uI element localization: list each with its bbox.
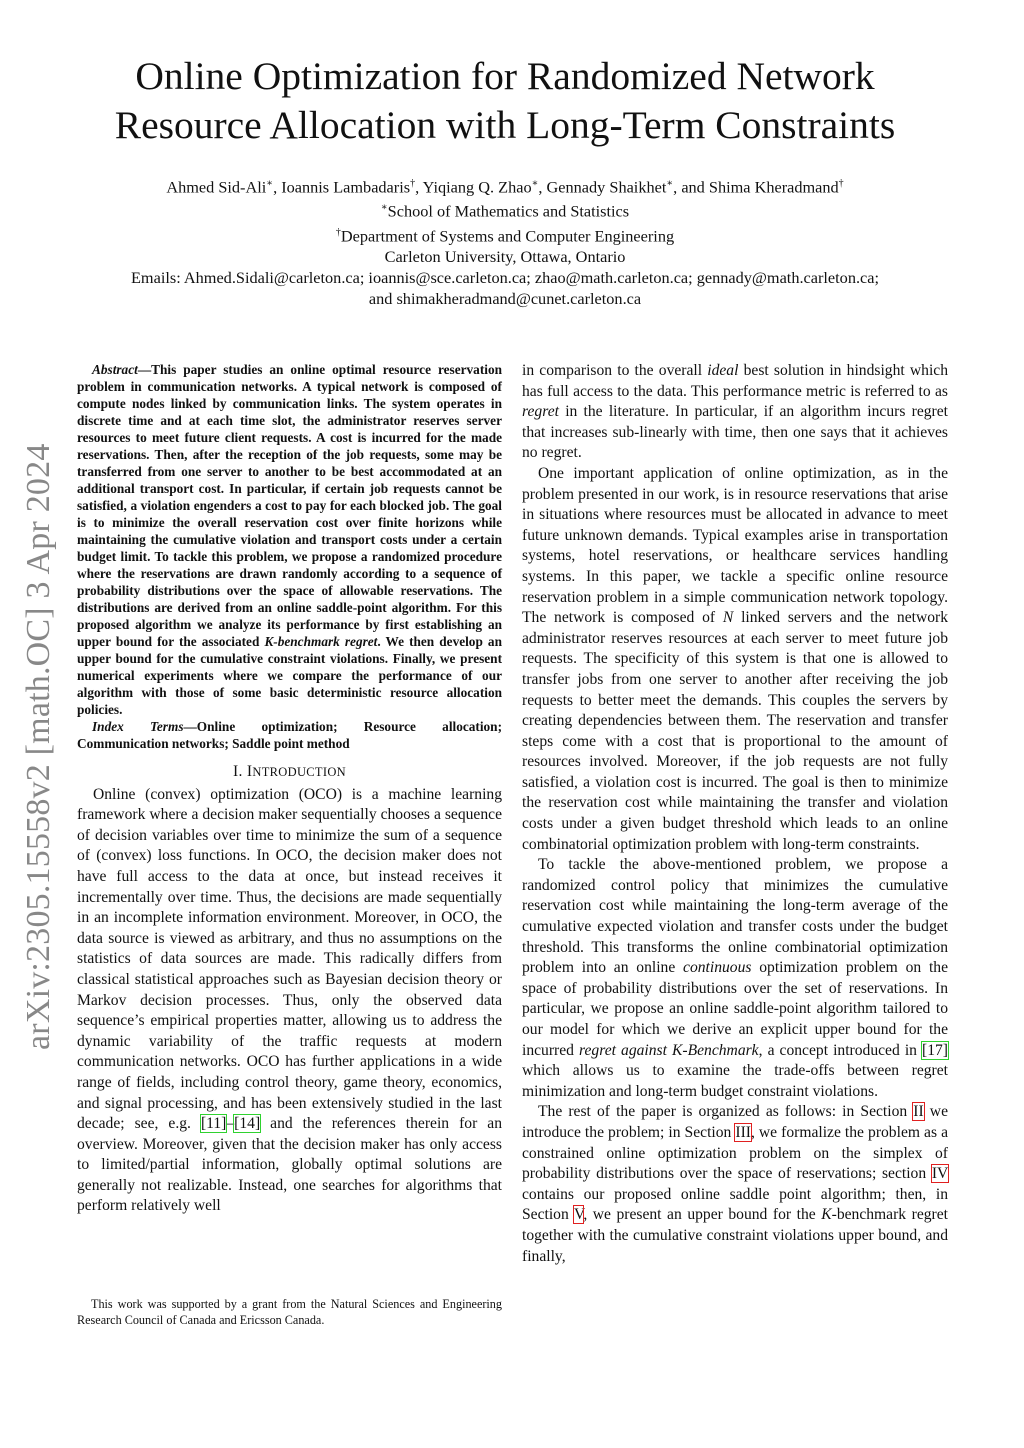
body-paragraph (522, 464, 948, 855)
text-run: continuous (683, 959, 752, 977)
text-run: regret (522, 403, 559, 421)
text-run: – (226, 1115, 235, 1133)
text-run: , we formalize the problem as a constrained online optimization problem on the simplex of probability distributions over the space of reservations; section (522, 1123, 948, 1183)
body-paragraph (522, 855, 948, 1102)
text-run: The rest of the paper is organized as follows: in Section (538, 1103, 914, 1121)
body-paragraph (522, 361, 948, 464)
left-column (77, 361, 502, 1217)
text-run: Abstract (92, 362, 138, 377)
footnote: This work was supported by a grant from the Natural Sciences and Engineering Research Council of Canada and Ericsson Canada. (77, 1297, 502, 1327)
affil-mark: † (335, 226, 341, 238)
emails-line: and shimakheradmand@cunet.carleton.ca (368, 289, 642, 309)
text-run: ideal (707, 362, 739, 379)
university: Carleton University, Ottawa, Ontario (384, 247, 626, 267)
section-link[interactable]: IV (931, 1165, 948, 1183)
affil-text: School of Mathematics and Statistics (387, 201, 630, 221)
affiliation-2 (0, 222, 1010, 246)
text-run: K (821, 1206, 832, 1224)
text-run: , a concept introduced in (758, 1041, 923, 1059)
text-run: in comparison to the overall (522, 362, 708, 379)
text-run: and the references therein for an overview. Moreover, given that the decision maker has only access to limited/partial information, globally optimal solutions are generally not realizable. Instead, one searches for algorithms that perform relatively well (77, 1115, 503, 1215)
author-mark: † (410, 178, 416, 189)
text-run: N (722, 609, 734, 627)
text-run: Index Terms (92, 719, 184, 734)
text-run: . We then develop an upper bound for the cumulative constraint violations. Finally, we present numerical experiments where we compare the performance of our algorithm with those of some basic deterministic resource allocation policies. (77, 634, 502, 717)
section-number: I. I (233, 763, 253, 780)
text-run: K-benchmark regret (264, 634, 378, 649)
text-run: —Online optimization; Resource allocation; Communication networks; Saddle point method (77, 719, 502, 751)
author-list (0, 173, 1010, 197)
section-heading (77, 762, 502, 783)
text-run: optimization problem on the space of probability distributions over the set of reservations. In particular, we propose an online saddle-point algorithm tailored to our model for which we derive an explicit upper bound for the incurred (522, 959, 949, 1059)
author-name: Yiqiang Q. Zhao (422, 177, 532, 197)
section-link[interactable]: V (574, 1206, 584, 1224)
text-run: —This paper studies an online optimal resource reservation problem in communication networks. A typical network is composed of compute nodes linked by communication links. The system operates in discrete time and at each time slot, the administrator reserves server resources to meet future client requests. A cost is incurred for the made reservations. Then, after the reception of the job requests, some may be transferred from one server to another to be best accommodated at an additional transport cost. In particular, if certain job requests cannot be satisfied, a violation engenders a cost to pay for each blocked job. The goal is to minimize the overall reservation cost over finite horizons while maintaining the cumulative violation and transport costs under a certain budget limit. To tackle this problem, we propose a randomized procedure where the reservations are drawn randomly according to a sequence of probability distributions over the space of allowable reservations. The distributions are derived from an online saddle-point algorithm. For this proposed algorithm we analyze its performance by first establishing an upper bound for the associated (77, 362, 502, 649)
separator: , and (673, 177, 709, 197)
author-mark: ∗ (531, 178, 539, 189)
affil-mark: ∗ (380, 202, 388, 214)
section-link[interactable]: II (913, 1103, 924, 1121)
citation-link[interactable]: [14] (234, 1115, 261, 1133)
separator: , (415, 177, 423, 197)
text-run: in the literature. In particular, if an algorithm incurs regret that increases sub-linearly with time, then one says that it achieves no regret. (522, 403, 948, 462)
citation-link[interactable]: [11] (200, 1115, 227, 1133)
text-run: linked servers and the network administrator reserves resources at each server to meet future job requests. The specificity of this system is that one is allowed to transfer jobs from one server to another after receiving the job requests to better meet the demands. This couples the servers by creating dependencies between them. The reservation and transfer steps come with a cost that is proportional to the amount of resources involved. Moreover, if the job requests are not fully satisfied, a violation cost is incurred. The goal is then to minimize the reservation cost while maintaining the transfer and violation costs under a given budget threshold which leads to an online combinatorial optimization problem with long-term constraints. (522, 609, 948, 853)
section-link[interactable]: III (735, 1123, 751, 1141)
separator: , (538, 177, 547, 197)
text-run: To tackle the above-mentioned problem, we propose a randomized control policy that minimizes the cumulative reservation cost while maintaining the long-term average of the cumulative expected violation and transfer costs under the budget threshold. This transforms the online combinatorial optimization problem into an online (522, 856, 948, 977)
text-run: best solution in hindsight which has full access to the data. This performance metric is referred to as (522, 362, 948, 400)
arxiv-stamp: arXiv:2305.15558v2 [math.OC] 3 Apr 2024 (20, 443, 57, 1050)
abstract-paragraph (77, 718, 502, 752)
author-name: Ioannis Lambadaris (281, 177, 411, 197)
emails-line: Emails: Ahmed.Sidali@carleton.ca; ioannis@sce.carleton.ca; zhao@math.carleton.ca; gennady@math.carleton.ca; (130, 268, 880, 288)
citation-link[interactable]: [17] (922, 1041, 948, 1059)
body-paragraph (77, 785, 502, 1217)
text-run: Online (convex) optimization (OCO) is a machine learning framework where a decision maker sequentially chooses a sequence of decision variables over time to minimize the sum of a sequence of (convex) loss functions. In OCO, the decision maker does not have full access to the data at once, but instead receives it incrementally over time. Thus, the decisions are made sequentially in an incomplete information environment. Moreover, in OCO, the data source is viewed as arbitrary, and thus no assumptions on the statistics of data sources are made. This radically differs from classical statistical approaches such as Bayesian decision theory or Markov decision processes. Thus, only the observed data sequence’s empirical properties matter, allowing us to address the dynamic variability of the traffic requests at modern communication networks. OCO has further applications in a wide range of fields, including control theory, game theory, economics, and signal processing, and has been extensively studied in the last decade; see, e.g. (77, 785, 502, 1133)
author-name: Gennady Shaikhet (546, 177, 667, 197)
right-column (522, 361, 948, 1267)
title-line: Online Optimization for Randomized Network (135, 54, 875, 98)
author-mark: ∗ (266, 178, 274, 189)
author-mark: † (838, 178, 844, 189)
abstract-paragraph (77, 361, 502, 718)
section-title: NTRODUCTION (252, 765, 346, 779)
text-run: contains our proposed online saddle point algorithm; then, in Section (522, 1185, 948, 1224)
author-name: Shima Kheradmand (708, 177, 839, 197)
title-line: Resource Allocation with Long-Term Constraints (114, 103, 896, 147)
text-run: which allows us to examine the trade-offs between regret minimization and long-term budget constraint violations. (522, 1062, 948, 1100)
text-run: we introduce the problem; in Section (522, 1103, 948, 1141)
affil-text: Department of Systems and Computer Engineering (340, 226, 675, 246)
author-name: Ahmed Sid-Ali (166, 177, 267, 197)
author-mark: ∗ (666, 178, 674, 189)
text-run: , we present an upper bound for the (583, 1206, 822, 1224)
author-block (0, 173, 1010, 309)
text-run: One important application of online optimization, as in the problem presented in our work, is in resource reservations that arise in situations where resources must be allocated in advance to meet future unknown demands. Typical examples arise in transportation systems, hotel reservations, or healthcare services handling systems. In this paper, we tackle a specific online resource reservation problem in a simple communication network topology. The network is composed of (522, 464, 948, 627)
body-paragraph (522, 1102, 948, 1267)
text-run: -benchmark regret together with the cumulative constraint violations upper bound, and finally, (522, 1206, 948, 1265)
affiliation-1 (0, 197, 1010, 221)
text-run: regret against K-Benchmark (579, 1041, 759, 1059)
paper-title (0, 52, 1010, 150)
separator: , (273, 177, 282, 197)
